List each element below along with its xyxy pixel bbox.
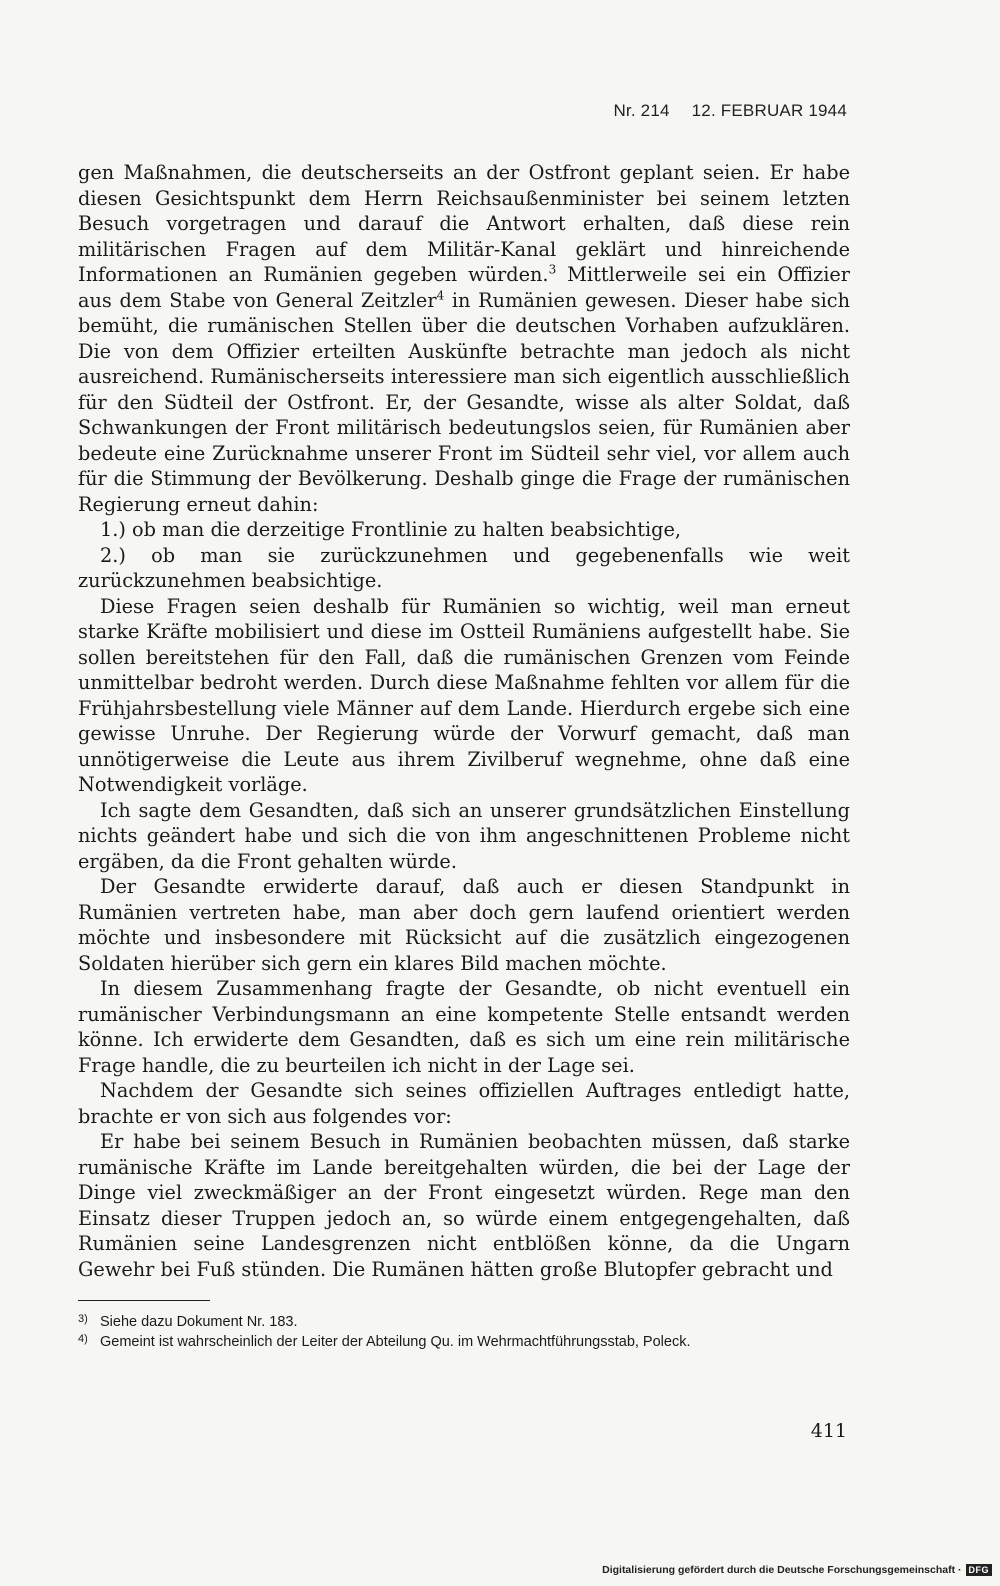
footnote-text: Siehe dazu Dokument Nr. 183.	[100, 1314, 298, 1330]
footnote-4	[78, 1332, 850, 1352]
footnote-3	[78, 1312, 850, 1332]
footnotes	[78, 1312, 850, 1352]
paragraph: Er habe bei seinem Besuch in Rumänien beobachten müssen, daß starke rumänische Kräfte im Lande bereitgehalten würden, die bei der Lage der Dinge viel zweckmäßiger an der Front eingesetzt würden. Rege man den Einsatz dieser Truppen jedoch an, so würde einem entgegengehalten, daß Rumänien seine Landesgrenzen nicht entblößen könne, da die Ungarn Gewehr bei Fuß stünden. Die Rumänen hätten große Blutopfer gebracht und	[78, 1130, 850, 1281]
footnote-divider	[78, 1300, 210, 1301]
document-date: 12. FEBRUAR 1944	[691, 101, 847, 120]
document-number: Nr. 214	[613, 101, 670, 120]
body-text	[78, 160, 850, 1282]
list-item: 2.) ob man sie zurückzunehmen und gegebenenfalls wie weit zurückzunehmen beabsichtige.	[78, 543, 850, 592]
footnote-ref-4[interactable]: 4	[436, 288, 445, 303]
footnote-mark: 4)	[78, 1333, 88, 1345]
paragraph: Ich sagte dem Gesandten, daß sich an unserer grundsätzlichen Einstellung nichts geändert habe und sich die von ihm angeschnittenen Probleme nicht ergäben, da die Front gehalten würde.	[78, 798, 850, 873]
credit-text: Digitalisierung gefördert durch die Deutsche Forschungsgemeinschaft ·	[602, 1564, 962, 1576]
list-item: 1.) ob man die derzeitige Frontlinie zu halten beabsichtige,	[100, 518, 681, 541]
dfg-logo-icon: DFG	[966, 1564, 993, 1576]
paragraph: Diese Fragen seien deshalb für Rumänien so wichtig, weil man erneut starke Kräfte mobilisiert und diese im Ostteil Rumäniens aufgestellt habe. Sie sollen bereitstehen für den Fall, daß die rumänischen Grenzen vom Feinde unmittelbar bedroht werden. Durch diese Maßnahme fehlten vor allem für die Frühjahrsbestellung viele Männer auf dem Lande. Hierdurch ergebe sich eine gewisse Unruhe. Der Regierung würde der Vorwurf gemacht, daß man unnötigerweise die Leute aus ihrem Zivilberuf wegnehme, ohne daß eine Notwendigkeit vorläge.	[78, 594, 850, 796]
paragraph: In diesem Zusammenhang fragte der Gesandte, ob nicht eventuell ein rumänischer Verbindungsmann an eine kompetente Stelle entsandt werden könne. Ich erwiderte dem Gesandten, daß es sich um eine rein militärische Frage handle, die zu beurteilen ich nicht in der Lage sei.	[78, 977, 850, 1077]
footnote-text: Gemeint ist wahrscheinlich der Leiter der Abteilung Qu. im Wehrmachtführungsstab, Poleck.	[100, 1334, 691, 1350]
page-number: 411	[810, 1420, 847, 1442]
footnote-ref-3[interactable]: 3	[548, 262, 557, 277]
running-head	[613, 101, 847, 121]
digitization-credit	[602, 1564, 992, 1576]
paragraph-continuation: gen Maßnahmen, die deutscherseits an der Ostfront geplant seien. Er habe diesen Gesichtspunkt dem Herrn Reichsaußenminister bei seinem letzten Besuch vorgetragen und darauf die Antwort erhalten, daß diese rein militärischen Fragen auf dem Militär-Kanal geklärt und hinreichende Informationen an Rumänien gegeben würden.$^3$ Mittlerweile sei ein Offizier aus dem Stabe von General Zeitzler$^4$ in Rumänien gewesen. Dieser habe sich bemüht, die rumänischen Stellen über die deutschen Vorhaben aufzuklären. Die von dem Offizier erteilten Auskünfte betrachte man jedoch als nicht ausreichend. Rumänischerseits interessiere man sich eigentlich ausschließlich für den Südteil der Ostfront. Er, der Gesandte, wisse als alter Soldat, daß Schwankungen der Front militärisch bedeutungslos seien, für Rumänien aber bedeute eine Zurücknahme unserer Front im Südteil sehr viel, vor allem auch für die Stimmung der Bevölkerung. Deshalb ginge die Frage der rumänischen Regierung erneut dahin:	[78, 161, 851, 516]
paragraph: Nachdem der Gesandte sich seines offiziellen Auftrages entledigt hatte, brachte er von sich aus folgendes vor:	[78, 1079, 850, 1128]
footnote-mark: 3)	[78, 1313, 88, 1325]
paragraph: Der Gesandte erwiderte darauf, daß auch er diesen Standpunkt in Rumänien vertreten habe, man aber doch gern laufend orientiert werden möchte und insbesondere mit Rücksicht auf die zusätzlich eingezogenen Soldaten hierüber sich gern ein klares Bild machen möchte.	[78, 875, 850, 975]
